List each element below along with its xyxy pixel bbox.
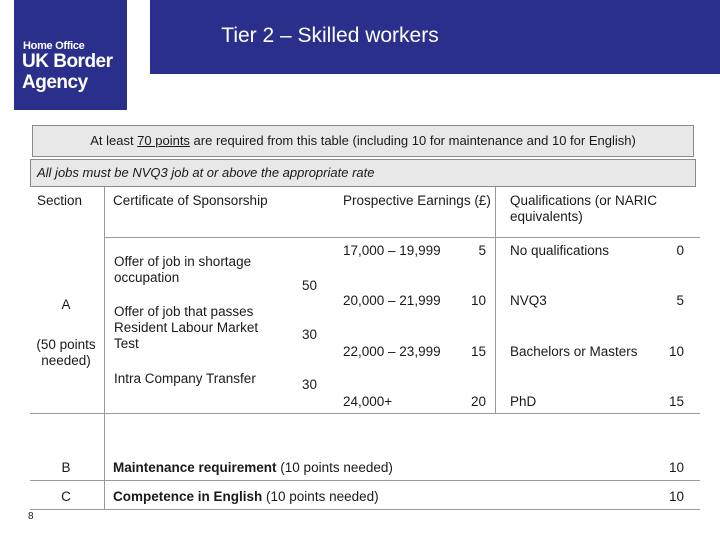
header-section: Section <box>37 193 83 208</box>
section-b-label <box>113 460 393 476</box>
earnings-points-2: 10 <box>470 293 486 308</box>
cos-shortage-label: Offer of job in shortage occupation <box>114 254 252 285</box>
slide-title: Tier 2 – Skilled workers <box>221 24 439 47</box>
ukba-logo <box>14 0 127 110</box>
divider-section-c <box>30 509 700 510</box>
qual-label-1: No qualifications <box>510 243 610 258</box>
cos-ict-label: Intra Company Transfer <box>114 371 256 386</box>
qual-label-4: PhD <box>510 394 537 409</box>
section-b-letter: B <box>61 460 71 475</box>
section-a-letter: A <box>61 297 71 312</box>
banner-points: 70 points <box>137 133 190 148</box>
maintenance-label: Maintenance requirement <box>113 460 277 475</box>
divider-section <box>104 187 105 509</box>
header-qualifications: Qualifications (or NARIC equivalents) <box>510 193 658 224</box>
section-c-points: 10 <box>668 489 684 504</box>
banner-post: are required from this table (including 10 for maintenance and 10 for English) <box>189 133 636 148</box>
divider-header-row <box>104 237 700 238</box>
banner-pre: At least <box>90 133 138 148</box>
earnings-points-3: 15 <box>470 344 486 359</box>
page-number: 8 <box>28 511 34 522</box>
qual-label-2: NVQ3 <box>510 293 547 308</box>
header-cos: Certificate of Sponsorship <box>113 193 268 208</box>
qual-points-3: 10 <box>668 344 684 359</box>
earnings-range-2: 20,000 – 21,999 <box>343 293 441 308</box>
english-label: Competence in English <box>113 489 263 504</box>
logo-line-3: Agency <box>22 72 88 93</box>
earnings-points-4: 20 <box>470 394 486 409</box>
logo-line-2: UK Border <box>22 51 113 72</box>
points-required-banner <box>32 125 694 157</box>
divider-section-b <box>30 480 700 481</box>
earnings-range-3: 22,000 – 23,999 <box>343 344 441 359</box>
cos-ict-points: 30 <box>302 377 318 392</box>
qual-points-4: 15 <box>668 394 684 409</box>
logo-line-1: Home Office <box>23 40 85 52</box>
qual-label-3: Bachelors or Masters <box>510 344 638 359</box>
section-c-letter: C <box>61 489 71 504</box>
qual-points-2: 5 <box>676 293 684 308</box>
earnings-range-4: 24,000+ <box>343 394 393 409</box>
divider-section-a <box>30 413 700 414</box>
nvq3-note: All jobs must be NVQ3 job at or above the appropriate rate <box>30 159 696 187</box>
maintenance-needed: (10 points needed) <box>276 460 393 475</box>
qual-points-1: 0 <box>676 243 684 258</box>
cos-rlmt-label: Offer of job that passes Resident Labour Market Test <box>114 304 259 351</box>
earnings-points-1: 5 <box>478 243 486 258</box>
divider-earnings-qual <box>495 187 496 413</box>
header-earnings: Prospective Earnings (£) <box>343 193 491 208</box>
section-a-needed: (50 points needed) <box>36 337 96 368</box>
section-c-label <box>113 489 379 505</box>
cos-rlmt-points: 30 <box>302 327 318 342</box>
earnings-range-1: 17,000 – 19,999 <box>343 243 441 258</box>
cos-shortage-points: 50 <box>302 278 318 293</box>
english-needed: (10 points needed) <box>262 489 379 504</box>
section-b-points: 10 <box>668 460 684 475</box>
